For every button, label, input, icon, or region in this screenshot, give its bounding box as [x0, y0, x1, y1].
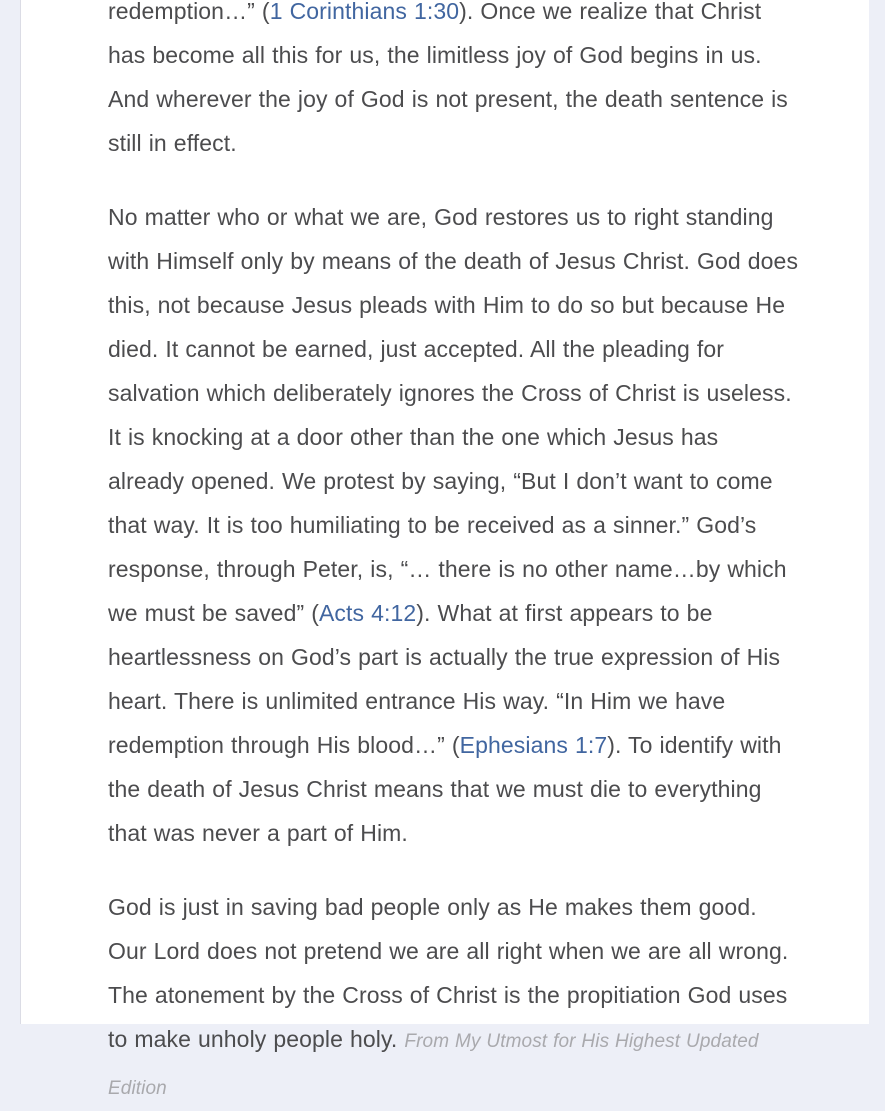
paragraph [108, 195, 800, 855]
paragraph-text: ). Once we realize that Christ has become all this for us, the limitless joy of God begins in us. And wherever the joy of God is not present, the death sentence is still in effect. [108, 0, 788, 156]
paragraph [108, 885, 800, 1111]
article-body [21, 0, 800, 1111]
scripture-link-ephesians-1-7[interactable]: Ephesians 1:7 [459, 732, 608, 758]
scripture-link-1-corinthians-1-30[interactable]: 1 Corinthians 1:30 [269, 0, 460, 24]
paragraph [108, 0, 800, 165]
paragraph-text: ). To identify with the death of Jesus Christ means that we must die to everything that was never a part of Him. [108, 732, 782, 846]
paragraph-text: God is just in saving bad people only as He makes them good. Our Lord does not pretend we are all right when we are all wrong. The atonement by the Cross of Christ is the propitiation God uses to make unholy people holy. [108, 894, 789, 1052]
paragraph-text: redemption…” ( [108, 0, 270, 24]
paragraph-text: ). What at first appears to be heartlessness on God’s part is actually the true expression of His heart. There is unlimited entrance His way. “In Him we have redemption through His blood…” ( [108, 600, 781, 758]
attribution-text: From My Utmost for His Highest Updated Edition [108, 1031, 759, 1099]
scripture-link-acts-4-12[interactable]: Acts 4:12 [318, 600, 417, 626]
paragraph-text: No matter who or what we are, God restores us to right standing with Himself only by means of the death of Jesus Christ. God does this, not because Jesus pleads with Him to do so but because He died. It cannot be earned, just accepted. All the pleading for salvation which deliberately ignores the Cross of Christ is useless. It is knocking at a door other than the one which Jesus has already opened. We protest by saying, “But I don’t want to come that way. It is too humiliating to be received as a sinner.” God’s response, through Peter, is, “… there is no other name…by which we must be saved” ( [108, 204, 799, 626]
content-card [20, 0, 869, 1099]
